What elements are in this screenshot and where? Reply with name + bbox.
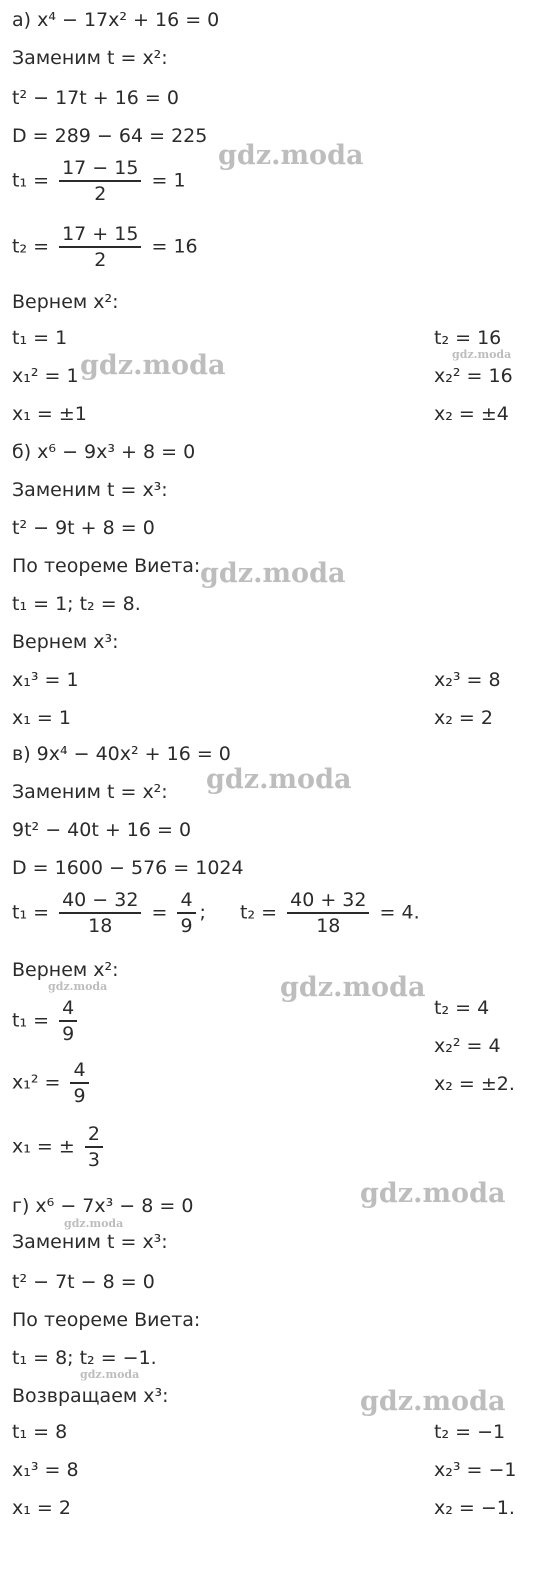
- part-a-discriminant: D = 289 − 64 = 225: [12, 125, 208, 147]
- watermark: gdz.moda: [80, 350, 226, 381]
- part-b-quadratic: t² − 9t + 8 = 0: [12, 517, 155, 539]
- part-b-vieta: По теореме Виета:: [12, 555, 201, 577]
- part-a-left-1: t₁ = 1: [12, 327, 68, 349]
- fraction-numerator: 2: [87, 1123, 100, 1145]
- fraction-numerator: 40 + 32: [290, 889, 367, 911]
- t1-label: t₁ =: [12, 169, 50, 192]
- fraction-denominator: 18: [316, 915, 341, 937]
- watermark: gdz.moda: [360, 1386, 506, 1417]
- part-a-right-3: x₂ = ±4: [434, 403, 509, 425]
- fraction-numerator: 4: [62, 997, 75, 1019]
- t1-label: t₁ =: [12, 901, 50, 924]
- equals-sign: =: [151, 901, 168, 924]
- part-d-right-1: t₂ = −1: [434, 1421, 506, 1443]
- part-c-right-2: x₂² = 4: [434, 1035, 501, 1057]
- t1-result: = 1: [151, 169, 186, 192]
- x1-squared-fraction: [70, 1058, 88, 1108]
- watermark: gdz.moda: [206, 764, 352, 795]
- part-a-quadratic: t² − 17t + 16 = 0: [12, 87, 179, 109]
- part-a-t2-row: [12, 222, 198, 272]
- x1-fraction: [85, 1122, 103, 1172]
- watermark: gdz.moda: [280, 972, 426, 1003]
- t1-fraction: [59, 996, 77, 1046]
- part-b-substitution: Заменим t = x³:: [12, 479, 168, 501]
- part-d-substitution: Заменим t = x³:: [12, 1231, 168, 1253]
- part-c-right-3: x₂ = ±2.: [434, 1073, 515, 1095]
- part-b-roots: t₁ = 1; t₂ = 8.: [12, 593, 141, 615]
- part-c-left-2: [12, 1058, 93, 1108]
- t1-fraction: [59, 888, 141, 938]
- part-d-quadratic: t² − 7t − 8 = 0: [12, 1271, 155, 1293]
- watermark: gdz.moda: [360, 1178, 506, 1209]
- watermark: gdz.moda: [48, 980, 108, 993]
- x1-label: x₁ = ±: [12, 1135, 75, 1158]
- part-b-equation: б) x⁶ − 9x³ + 8 = 0: [12, 441, 196, 463]
- fraction-numerator: 4: [73, 1059, 86, 1081]
- part-c-right-1: t₂ = 4: [434, 997, 490, 1019]
- fraction-denominator: 3: [87, 1149, 100, 1171]
- t1-simplified-fraction: [177, 888, 195, 938]
- fraction-denominator: 9: [73, 1085, 86, 1107]
- part-a-back-substitution: Вернем x²:: [12, 291, 119, 313]
- part-c-discriminant: D = 1600 − 576 = 1024: [12, 857, 244, 879]
- part-d-roots: t₁ = 8; t₂ = −1.: [12, 1347, 157, 1369]
- t2-result: = 16: [151, 235, 198, 258]
- part-d-left-3: x₁ = 2: [12, 1497, 71, 1519]
- part-a-left-2: x₁² = 1: [12, 365, 79, 387]
- t2-label: t₂ =: [12, 235, 50, 258]
- part-b-right-1: x₂³ = 8: [434, 669, 501, 691]
- part-b-right-2: x₂ = 2: [434, 707, 493, 729]
- fraction-numerator: 40 − 32: [62, 889, 139, 911]
- part-b-left-2: x₁ = 1: [12, 707, 71, 729]
- fraction-denominator: 2: [94, 183, 107, 205]
- part-c-left-1: [12, 996, 81, 1046]
- x1-squared-label: x₁² =: [12, 1071, 61, 1094]
- watermark: gdz.moda: [200, 558, 346, 589]
- fraction-denominator: 9: [62, 1023, 75, 1045]
- watermark: gdz.moda: [452, 348, 512, 361]
- t1-fraction: [59, 156, 141, 206]
- part-d-back-substitution: Возвращаем x³:: [12, 1385, 169, 1407]
- fraction-denominator: 9: [180, 915, 193, 937]
- part-c-roots-row: [12, 888, 420, 938]
- watermark: gdz.moda: [218, 140, 364, 171]
- part-b-back-substitution: Вернем x³:: [12, 631, 119, 653]
- part-a-left-3: x₁ = ±1: [12, 403, 87, 425]
- watermark: gdz.moda: [80, 1368, 140, 1381]
- part-a-right-2: x₂² = 16: [434, 365, 513, 387]
- part-a-substitution: Заменим t = x²:: [12, 47, 168, 69]
- part-c-substitution: Заменим t = x²:: [12, 781, 168, 803]
- fraction-numerator: 17 + 15: [62, 223, 139, 245]
- part-c-back-substitution: Вернем x²:: [12, 959, 119, 981]
- part-c-left-3: [12, 1122, 107, 1172]
- watermark: gdz.moda: [64, 1217, 124, 1230]
- part-a-t1-row: [12, 156, 186, 206]
- fraction-denominator: 2: [94, 249, 107, 271]
- part-d-equation: г) x⁶ − 7x³ − 8 = 0: [12, 1195, 194, 1217]
- part-d-right-3: x₂ = −1.: [434, 1497, 515, 1519]
- part-c-equation: в) 9x⁴ − 40x² + 16 = 0: [12, 743, 231, 765]
- part-d-right-2: x₂³ = −1: [434, 1459, 517, 1481]
- fraction-denominator: 18: [88, 915, 113, 937]
- t2-fraction: [287, 888, 369, 938]
- t2-label: t₂ =: [240, 901, 278, 924]
- part-a-right-1: t₂ = 16: [434, 327, 502, 349]
- part-a-equation: а) x⁴ − 17x² + 16 = 0: [12, 9, 220, 31]
- semicolon: ;: [199, 901, 206, 924]
- part-d-left-2: x₁³ = 8: [12, 1459, 79, 1481]
- fraction-numerator: 4: [180, 889, 193, 911]
- part-b-left-1: x₁³ = 1: [12, 669, 79, 691]
- part-d-vieta: По теореме Виета:: [12, 1309, 201, 1331]
- part-d-left-1: t₁ = 8: [12, 1421, 68, 1443]
- t2-result: = 4.: [379, 901, 420, 924]
- fraction-numerator: 17 − 15: [62, 157, 139, 179]
- part-c-quadratic: 9t² − 40t + 16 = 0: [12, 819, 192, 841]
- t1-label: t₁ =: [12, 1009, 50, 1032]
- t2-fraction: [59, 222, 141, 272]
